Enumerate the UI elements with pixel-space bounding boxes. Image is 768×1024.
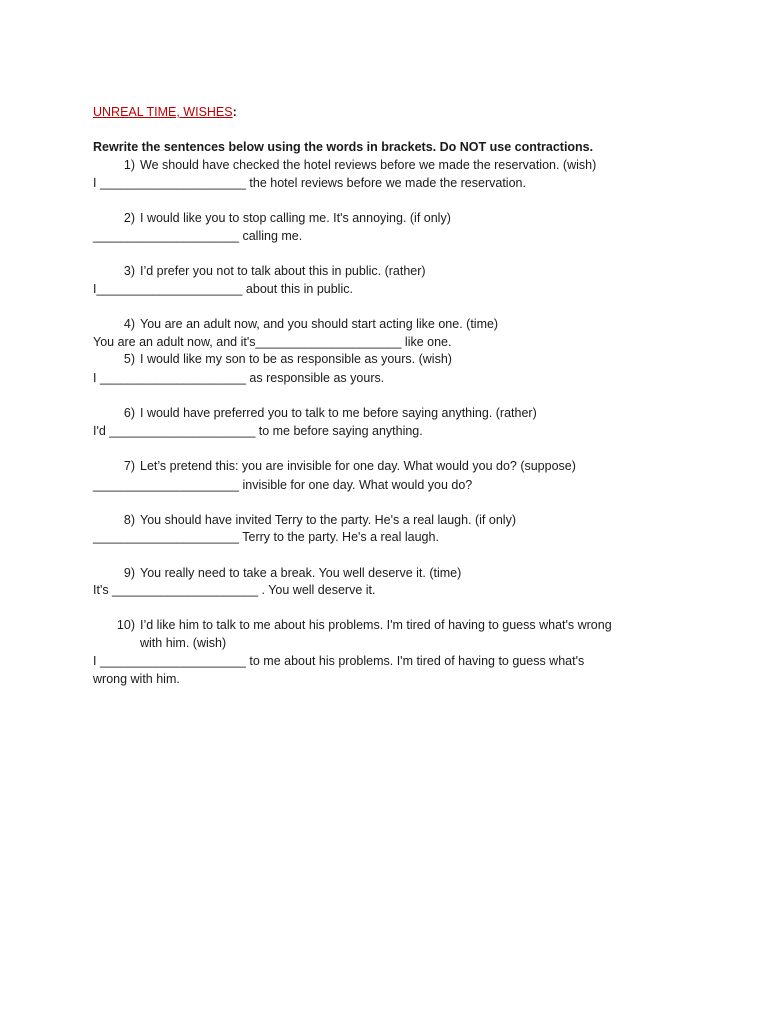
- exercise-answer-10: I _____________________ to me about his problems. I'm tired of having to guess what's: [93, 654, 585, 668]
- exercise-prompt-7: [93, 458, 576, 475]
- exercise-number: 8): [123, 513, 135, 527]
- exercise-number: 9): [123, 566, 135, 580]
- exercise-prompt-8: [93, 512, 516, 529]
- exercise-prompt-10-continued: with him. (wish): [140, 636, 227, 650]
- prompt-text: I would like you to stop calling me. It's annoying. (if only): [140, 211, 451, 225]
- exercise-prompt-5: [93, 351, 452, 368]
- exercise-answer-2: _____________________ calling me.: [93, 229, 303, 243]
- exercise-number: 3): [123, 264, 135, 278]
- exercise-number: 4): [123, 317, 135, 331]
- exercise-number: 2): [123, 211, 135, 225]
- prompt-text: You should have invited Terry to the party. He's a real laugh. (if only): [140, 513, 516, 527]
- exercise-answer-9: It's _____________________ . You well deserve it.: [93, 583, 376, 597]
- prompt-text: We should have checked the hotel reviews before we made the reservation. (wish): [140, 158, 597, 172]
- exercise-prompt-1: [93, 157, 596, 174]
- exercise-prompt-9: [93, 565, 461, 582]
- exercise-number: 10): [116, 618, 135, 632]
- prompt-text: Let’s pretend this: you are invisible for one day. What would you do? (suppose): [140, 459, 576, 473]
- prompt-text: I’d prefer you not to talk about this in public. (rather): [140, 264, 426, 278]
- exercise-number: 1): [123, 158, 135, 172]
- exercise-answer-1: I _____________________ the hotel reviews before we made the reservation.: [93, 176, 526, 190]
- exercise-prompt-10: [93, 617, 612, 634]
- exercise-number: 7): [123, 459, 135, 473]
- worksheet-title: [93, 104, 237, 121]
- prompt-text: I would have preferred you to talk to me before saying anything. (rather): [140, 406, 537, 420]
- exercise-prompt-4: [93, 316, 498, 333]
- exercise-number: 5): [123, 352, 135, 366]
- exercise-prompt-2: [93, 210, 451, 227]
- exercise-answer-8: _____________________ Terry to the party. He's a real laugh.: [93, 530, 439, 544]
- exercise-answer-10-continued: wrong with him.: [93, 672, 180, 686]
- prompt-text: I would like my son to be as responsible as yours. (wish): [140, 352, 452, 366]
- exercise-prompt-3: [93, 263, 426, 280]
- title-text: UNREAL TIME, WISHES: [93, 105, 233, 119]
- exercise-answer-6: I'd _____________________ to me before saying anything.: [93, 424, 423, 438]
- exercise-number: 6): [123, 406, 135, 420]
- exercise-answer-3: I_____________________ about this in public.: [93, 282, 353, 296]
- exercise-answer-4: You are an adult now, and it's_____________________ like one.: [93, 335, 452, 349]
- exercise-prompt-6: [93, 405, 537, 422]
- prompt-text: You are an adult now, and you should start acting like one. (time): [140, 317, 499, 331]
- title-colon: :: [232, 105, 237, 119]
- exercise-answer-5: I _____________________ as responsible as yours.: [93, 371, 385, 385]
- prompt-text: I’d like him to talk to me about his problems. I'm tired of having to guess what's wrong: [140, 618, 612, 632]
- instructions: Rewrite the sentences below using the words in brackets. Do NOT use contractions.: [93, 140, 594, 154]
- prompt-text: You really need to take a break. You well deserve it. (time): [140, 566, 462, 580]
- exercise-answer-7: _____________________ invisible for one day. What would you do?: [93, 478, 473, 492]
